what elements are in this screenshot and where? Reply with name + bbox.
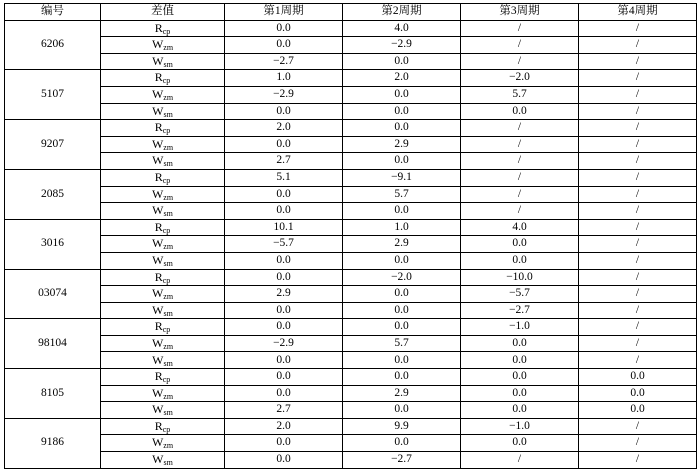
value-cell: 0.0 [225,302,343,319]
value-cell: 5.7 [343,186,461,203]
table-row [5,385,697,402]
value-cell: / [461,169,579,186]
value-cell: / [579,70,697,87]
difference-symbol [152,402,173,416]
table-row [5,219,697,236]
value-cell: 2.9 [343,136,461,153]
header-cell-diff: 差值 [101,4,225,21]
value-cell: −2.7 [225,53,343,70]
difference-symbol-base: W [151,335,164,350]
difference-label-cell [101,286,225,303]
table-row [5,186,697,203]
difference-symbol-subscript: sm [163,458,173,468]
value-cell: / [579,435,697,452]
table-row [5,319,697,336]
difference-symbol [152,353,173,367]
value-cell: / [461,53,579,70]
value-cell: 0.0 [343,120,461,137]
difference-symbol [155,419,171,433]
difference-symbol-base: W [151,186,164,201]
value-cell: −1.0 [461,319,579,336]
difference-symbol [152,452,173,466]
row-id-cell: 2085 [5,169,101,219]
difference-symbol-subscript: cp [162,275,171,285]
difference-symbol-subscript: cp [162,225,171,235]
value-cell: 0.0 [579,385,697,402]
difference-symbol [152,104,173,118]
value-cell: 2.7 [225,402,343,419]
difference-symbol [152,87,173,101]
value-cell: / [579,153,697,170]
value-cell: 2.0 [343,70,461,87]
row-id-cell: 98104 [5,319,101,369]
value-cell: 0.0 [579,369,697,386]
value-cell: 0.0 [343,53,461,70]
difference-symbol-base: W [151,385,164,400]
table-row [5,369,697,386]
value-cell: 0.0 [225,269,343,286]
value-cell: −2.9 [343,37,461,54]
table-row [5,269,697,286]
difference-label-cell [101,103,225,120]
table-row [5,120,697,137]
value-cell: 0.0 [461,385,579,402]
difference-symbol-subscript: sm [163,209,173,219]
value-cell: 0.0 [461,335,579,352]
value-cell: 0.0 [343,252,461,269]
value-cell: 0.0 [225,103,343,120]
table-row [5,103,697,120]
difference-label-cell [101,252,225,269]
table-row [5,418,697,435]
value-cell: / [461,136,579,153]
difference-symbol [155,170,171,184]
value-cell: / [579,120,697,137]
value-cell: 4.0 [461,219,579,236]
value-cell: −2.0 [461,70,579,87]
value-cell: / [579,37,697,54]
difference-label-cell [101,418,225,435]
row-id-cell: 9207 [5,120,101,170]
table-row [5,402,697,419]
table-row [5,70,697,87]
table-row [5,37,697,54]
value-cell: 0.0 [225,452,343,469]
difference-symbol [152,153,173,167]
value-cell: 0.0 [225,37,343,54]
difference-symbol [152,253,173,267]
difference-symbol [152,336,173,350]
value-cell: 0.0 [225,352,343,369]
row-id-cell: 9186 [5,418,101,468]
value-cell: 0.0 [343,203,461,220]
table-row [5,169,697,186]
table-row [5,203,697,220]
difference-symbol [152,286,173,300]
value-cell: 0.0 [225,435,343,452]
table-row [5,236,697,253]
difference-symbol [155,220,171,234]
difference-symbol-base: R [154,169,163,184]
value-cell: −9.1 [343,169,461,186]
row-id-cell: 03074 [5,269,101,319]
table-row [5,53,697,70]
difference-symbol-base: W [151,87,164,102]
difference-symbol-base: W [152,302,164,317]
value-cell: / [461,203,579,220]
value-cell: −2.9 [225,335,343,352]
difference-label-cell [101,20,225,37]
value-cell: 0.0 [579,402,697,419]
difference-symbol-subscript: zm [163,341,174,351]
value-cell: 2.0 [225,418,343,435]
value-cell: / [461,120,579,137]
difference-label-cell [101,335,225,352]
difference-symbol-subscript: zm [163,43,174,53]
value-cell: 0.0 [343,435,461,452]
value-cell: / [461,37,579,54]
difference-symbol-subscript: sm [163,258,173,268]
difference-symbol-base: W [152,53,164,68]
value-cell: 5.1 [225,169,343,186]
table-row [5,302,697,319]
difference-symbol-subscript: cp [162,375,171,385]
difference-label-cell [101,120,225,137]
difference-symbol [152,435,173,449]
difference-symbol-base: R [154,319,163,334]
value-cell: −1.0 [461,418,579,435]
value-cell: / [579,352,697,369]
value-cell: 0.0 [225,20,343,37]
value-cell: −2.7 [461,302,579,319]
header-cell-period-1: 第1周期 [225,4,343,21]
value-cell: / [579,319,697,336]
value-cell: 0.0 [225,252,343,269]
value-cell: 0.0 [461,369,579,386]
table-row [5,86,697,103]
difference-symbol-base: W [151,136,164,151]
difference-label-cell [101,402,225,419]
value-cell: / [579,86,697,103]
difference-symbol-subscript: zm [163,142,174,152]
difference-symbol-subscript: cp [162,175,171,185]
difference-label-cell [101,369,225,386]
header-cell-period-4: 第4周期 [579,4,697,21]
difference-symbol [155,319,171,333]
difference-symbol [152,187,173,201]
difference-symbol [152,137,173,151]
difference-label-cell [101,236,225,253]
difference-symbol [152,54,173,68]
value-cell: / [579,252,697,269]
difference-symbol-base: W [152,452,164,467]
value-cell: 2.9 [343,385,461,402]
value-cell: 0.0 [225,319,343,336]
difference-symbol [155,21,171,35]
difference-symbol-base: R [154,120,163,135]
difference-symbol-base: R [154,269,163,284]
value-cell: / [579,169,697,186]
difference-symbol-base: W [152,103,164,118]
difference-symbol-base: W [152,252,164,267]
row-id-cell: 5107 [5,70,101,120]
table-row [5,435,697,452]
value-cell: 0.0 [225,369,343,386]
value-cell: 1.0 [225,70,343,87]
value-cell: 0.0 [225,203,343,220]
difference-symbol [152,236,173,250]
value-cell: −2.7 [343,452,461,469]
difference-label-cell [101,269,225,286]
value-cell: 2.9 [225,286,343,303]
row-id-cell: 3016 [5,219,101,269]
difference-label-cell [101,452,225,469]
difference-symbol-base: W [152,402,164,417]
difference-symbol-subscript: sm [163,408,173,418]
difference-symbol-base: W [152,203,164,218]
value-cell: −2.9 [225,86,343,103]
difference-symbol [155,120,171,134]
value-cell: 0.0 [461,402,579,419]
value-cell: −2.0 [343,269,461,286]
difference-symbol-base: W [151,236,164,251]
difference-symbol-subscript: cp [162,76,171,86]
row-id-cell: 6206 [5,20,101,70]
difference-symbol-base: W [152,153,164,168]
difference-symbol-subscript: sm [163,358,173,368]
table-row [5,452,697,469]
difference-symbol-subscript: sm [163,308,173,318]
difference-symbol-base: W [152,352,164,367]
difference-label-cell [101,319,225,336]
value-cell: 0.0 [461,252,579,269]
difference-symbol-subscript: sm [163,59,173,69]
difference-symbol-subscript: sm [163,159,173,169]
value-cell: 2.7 [225,153,343,170]
difference-label-cell [101,302,225,319]
difference-symbol-subscript: zm [163,93,174,103]
value-cell: 0.0 [461,236,579,253]
difference-label-cell [101,352,225,369]
value-cell: 0.0 [343,286,461,303]
value-cell: / [461,20,579,37]
value-cell: / [579,53,697,70]
difference-label-cell [101,70,225,87]
value-cell: −5.7 [461,286,579,303]
value-cell: 0.0 [461,352,579,369]
value-cell: 0.0 [343,402,461,419]
value-cell: 0.0 [461,103,579,120]
table-header [5,4,697,21]
value-cell: −10.0 [461,269,579,286]
difference-label-cell [101,53,225,70]
header-cell-period-3: 第3周期 [461,4,579,21]
difference-symbol [155,369,171,383]
difference-symbol-base: W [151,435,164,450]
difference-symbol [152,303,173,317]
value-cell: 0.0 [343,302,461,319]
difference-symbol [152,386,173,400]
value-cell: 1.0 [343,219,461,236]
value-cell: / [579,186,697,203]
header-row [5,4,697,21]
difference-label-cell [101,186,225,203]
value-cell: 0.0 [343,369,461,386]
difference-symbol-base: R [154,20,163,35]
value-cell: / [579,335,697,352]
row-id-cell: 8105 [5,369,101,419]
value-cell: 0.0 [225,186,343,203]
difference-symbol-subscript: zm [163,292,174,302]
difference-symbol [152,37,173,51]
difference-symbol-subscript: zm [163,441,174,451]
difference-symbol-subscript: cp [162,26,171,36]
table-row [5,286,697,303]
table-body [5,20,697,468]
difference-symbol-base: R [154,418,163,433]
value-cell: −5.7 [225,236,343,253]
difference-label-cell [101,37,225,54]
difference-symbol-subscript: sm [163,109,173,119]
difference-symbol-subscript: zm [163,391,174,401]
table-row [5,352,697,369]
value-cell: / [579,103,697,120]
value-cell: / [579,236,697,253]
difference-symbol [155,270,171,284]
difference-label-cell [101,169,225,186]
value-cell: / [579,418,697,435]
difference-label-cell [101,153,225,170]
difference-symbol-subscript: zm [163,242,174,252]
difference-symbol-subscript: cp [162,424,171,434]
table-row [5,20,697,37]
value-cell: 0.0 [343,86,461,103]
value-cell: / [579,286,697,303]
difference-symbol [152,203,173,217]
difference-symbol-subscript: cp [162,325,171,335]
value-cell: / [461,186,579,203]
value-cell: 5.7 [343,335,461,352]
difference-symbol-subscript: cp [162,126,171,136]
value-cell: 0.0 [343,319,461,336]
difference-symbol-base: W [151,37,164,52]
table-row [5,136,697,153]
value-cell: / [461,452,579,469]
difference-label-cell [101,435,225,452]
value-cell: 9.9 [343,418,461,435]
difference-symbol-subscript: zm [163,192,174,202]
value-cell: / [579,20,697,37]
value-cell: / [461,153,579,170]
value-cell: / [579,269,697,286]
value-cell: 0.0 [461,435,579,452]
value-cell: / [579,203,697,220]
value-cell: 0.0 [343,153,461,170]
differences-table [4,3,697,469]
header-cell-period-2: 第2周期 [343,4,461,21]
difference-label-cell [101,219,225,236]
header-cell-id: 编号 [5,4,101,21]
value-cell: 5.7 [461,86,579,103]
value-cell: / [579,136,697,153]
value-cell: 10.1 [225,219,343,236]
difference-label-cell [101,385,225,402]
value-cell: 0.0 [225,385,343,402]
value-cell: / [579,452,697,469]
value-cell: 0.0 [343,352,461,369]
value-cell: 0.0 [225,136,343,153]
table-row [5,252,697,269]
table-row [5,335,697,352]
value-cell: 4.0 [343,20,461,37]
value-cell: 2.0 [225,120,343,137]
value-cell: 2.9 [343,236,461,253]
value-cell: / [579,302,697,319]
difference-label-cell [101,86,225,103]
difference-symbol-base: R [154,369,163,384]
table-row [5,153,697,170]
difference-label-cell [101,203,225,220]
difference-symbol-base: R [154,70,163,85]
difference-symbol [155,70,171,84]
difference-symbol-base: R [154,219,163,234]
value-cell: / [579,219,697,236]
value-cell: 0.0 [343,103,461,120]
difference-symbol-base: W [151,286,164,301]
difference-label-cell [101,136,225,153]
